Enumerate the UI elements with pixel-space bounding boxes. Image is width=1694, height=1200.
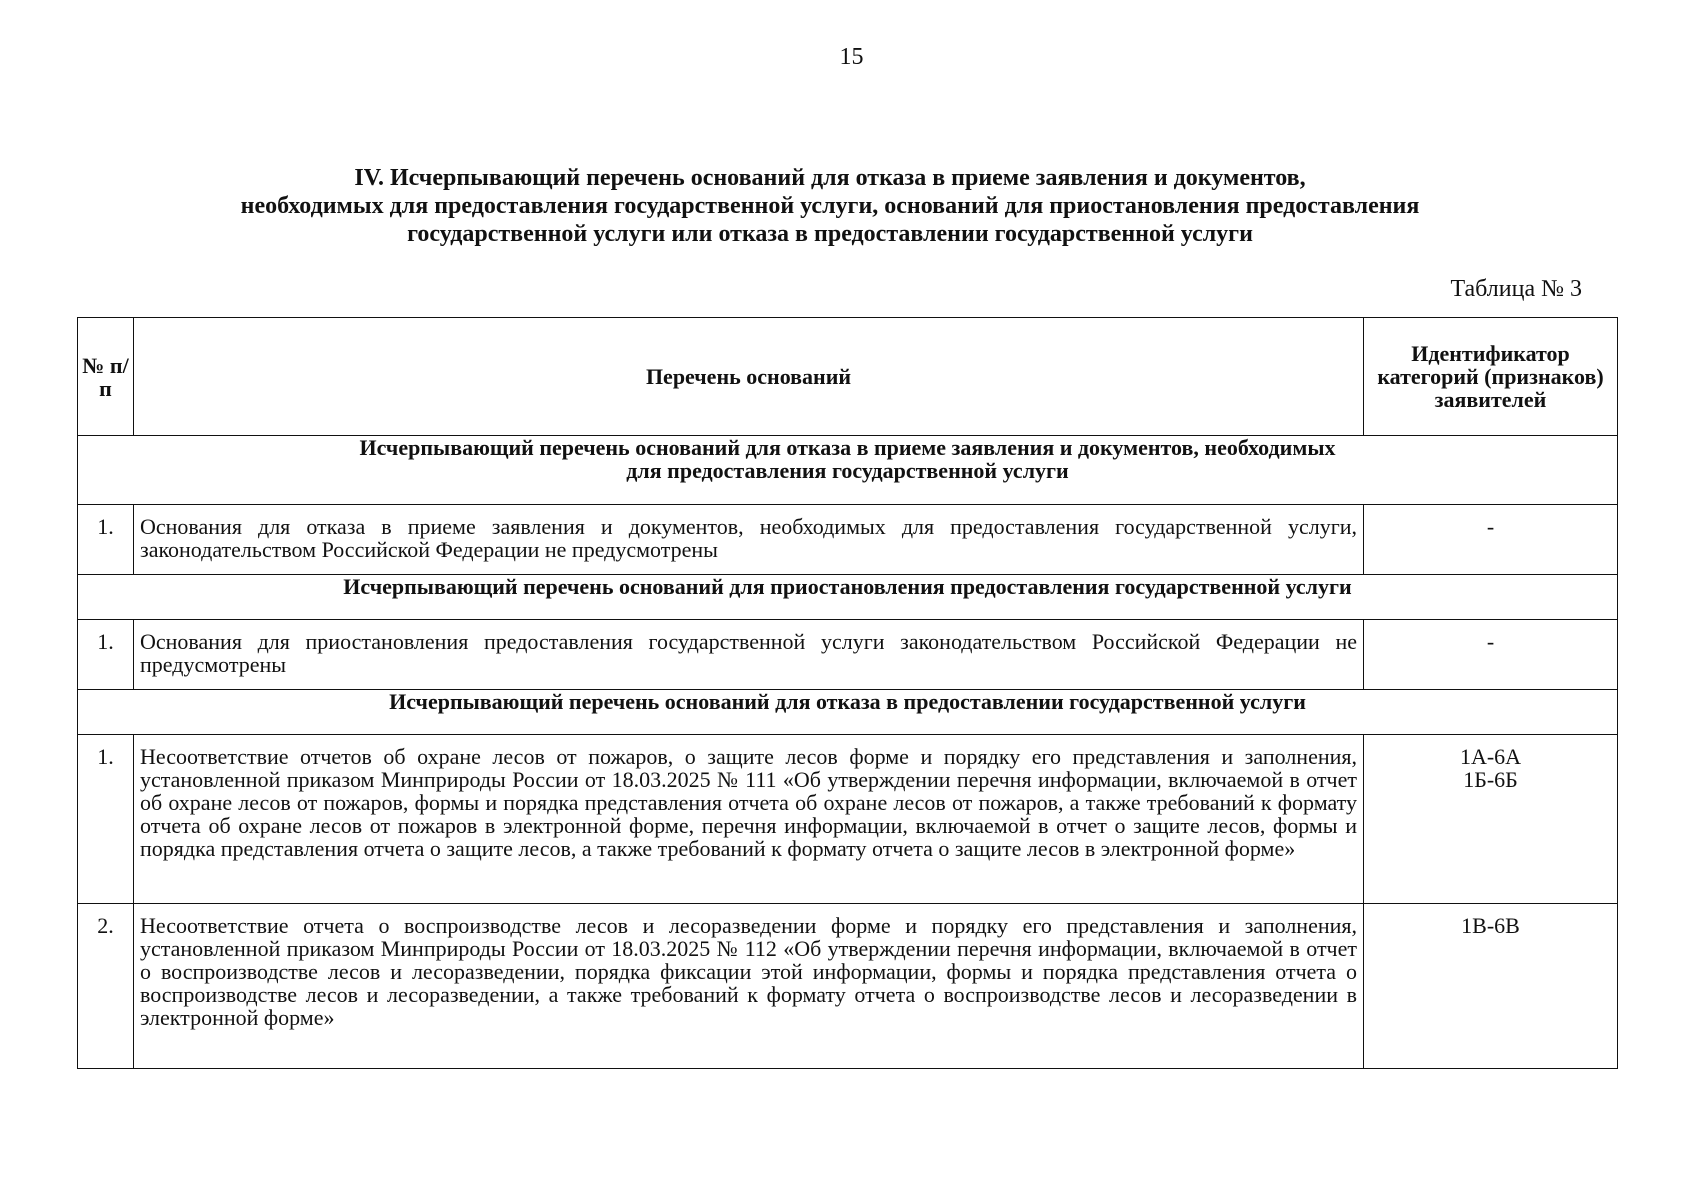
group-title: Исчерпывающий перечень оснований для отказа в предоставлении государственной услуги (78, 690, 1618, 735)
group-row-refusal-acceptance (78, 436, 1618, 505)
row-identifier: - (1364, 620, 1618, 690)
table-header-row (78, 318, 1618, 436)
group-row-refusal-provision (78, 690, 1618, 735)
table-row (78, 505, 1618, 575)
table-row (78, 735, 1618, 904)
group-title-line-1: Исчерпывающий перечень оснований для отказа в приеме заявления и документов, необходимых (359, 435, 1336, 460)
row-text: Основания для приостановления предоставления государственной услуги законодательством Российской Федерации не предусмотрены (134, 620, 1364, 690)
group-title (78, 436, 1618, 505)
header-num: № п/п (78, 318, 134, 436)
row-text: Несоответствие отчетов об охране лесов от пожаров, о защите лесов форме и порядку его представления и заполнения, установленной приказом Минприроды России от 18.03.2025 № 111 «Об утверждении перечня информации, включаемой в отчет об охране лесов от пожаров, формы и порядка представления отчета об охране лесов от пожаров, а также требований к формату отчета об охране лесов от пожаров в электронной форме, перечня информации, включаемой в отчет о защите лесов, формы и порядка представления отчета о защите лесов, а также требований к формату отчета о защите лесов в электронной форме» (134, 735, 1364, 904)
header-grounds: Перечень оснований (134, 318, 1364, 436)
section-heading-line-2: необходимых для предоставления государственной услуги, оснований для приостановления предоставления (240, 193, 1420, 219)
row-identifier: 1В-6В (1364, 904, 1618, 1069)
table-row (78, 620, 1618, 690)
section-heading-line-1: IV. Исчерпывающий перечень оснований для отказа в приеме заявления и документов, (354, 165, 1306, 191)
group-title: Исчерпывающий перечень оснований для приостановления предоставления государственной услуги (78, 575, 1618, 620)
row-num: 1. (78, 620, 134, 690)
row-num: 1. (78, 505, 134, 575)
row-identifier (1364, 735, 1618, 904)
row-text: Несоответствие отчета о воспроизводстве лесов и лесоразведении форме и порядку его представления и заполнения, установленной приказом Минприроды России от 18.03.2025 № 112 «Об утверждении перечня информации, включаемой в отчет о воспроизводстве лесов и лесоразведении, порядка фиксации этой информации, формы и порядка представления отчета о воспроизводстве лесов и лесоразведении, а также требований к формату отчета о воспроизводстве лесов и лесоразведении в электронной форме» (134, 904, 1364, 1069)
table-row (78, 904, 1618, 1069)
group-title-line-2: для предоставления государственной услуги (626, 458, 1069, 483)
section-heading-line-3: государственной услуги или отказа в предоставлении государственной услуги (407, 221, 1253, 247)
header-identifier: Идентификатор категорий (признаков) заявителей (1364, 318, 1618, 436)
row-num: 2. (78, 904, 134, 1069)
group-row-suspension (78, 575, 1618, 620)
grounds-table (77, 317, 1618, 1069)
table-caption: Таблица № 3 (1450, 276, 1582, 302)
row-identifier: - (1364, 505, 1618, 575)
section-heading (60, 164, 1600, 248)
row-identifier-line-2: 1Б-6Б (1463, 767, 1518, 792)
row-text: Основания для отказа в приеме заявления и документов, необходимых для предоставления государственной услуги, законодательством Российской Федерации не предусмотрены (134, 505, 1364, 575)
row-identifier-line-1: 1А-6А (1459, 744, 1522, 769)
row-num: 1. (78, 735, 134, 904)
page-number: 15 (839, 44, 864, 70)
